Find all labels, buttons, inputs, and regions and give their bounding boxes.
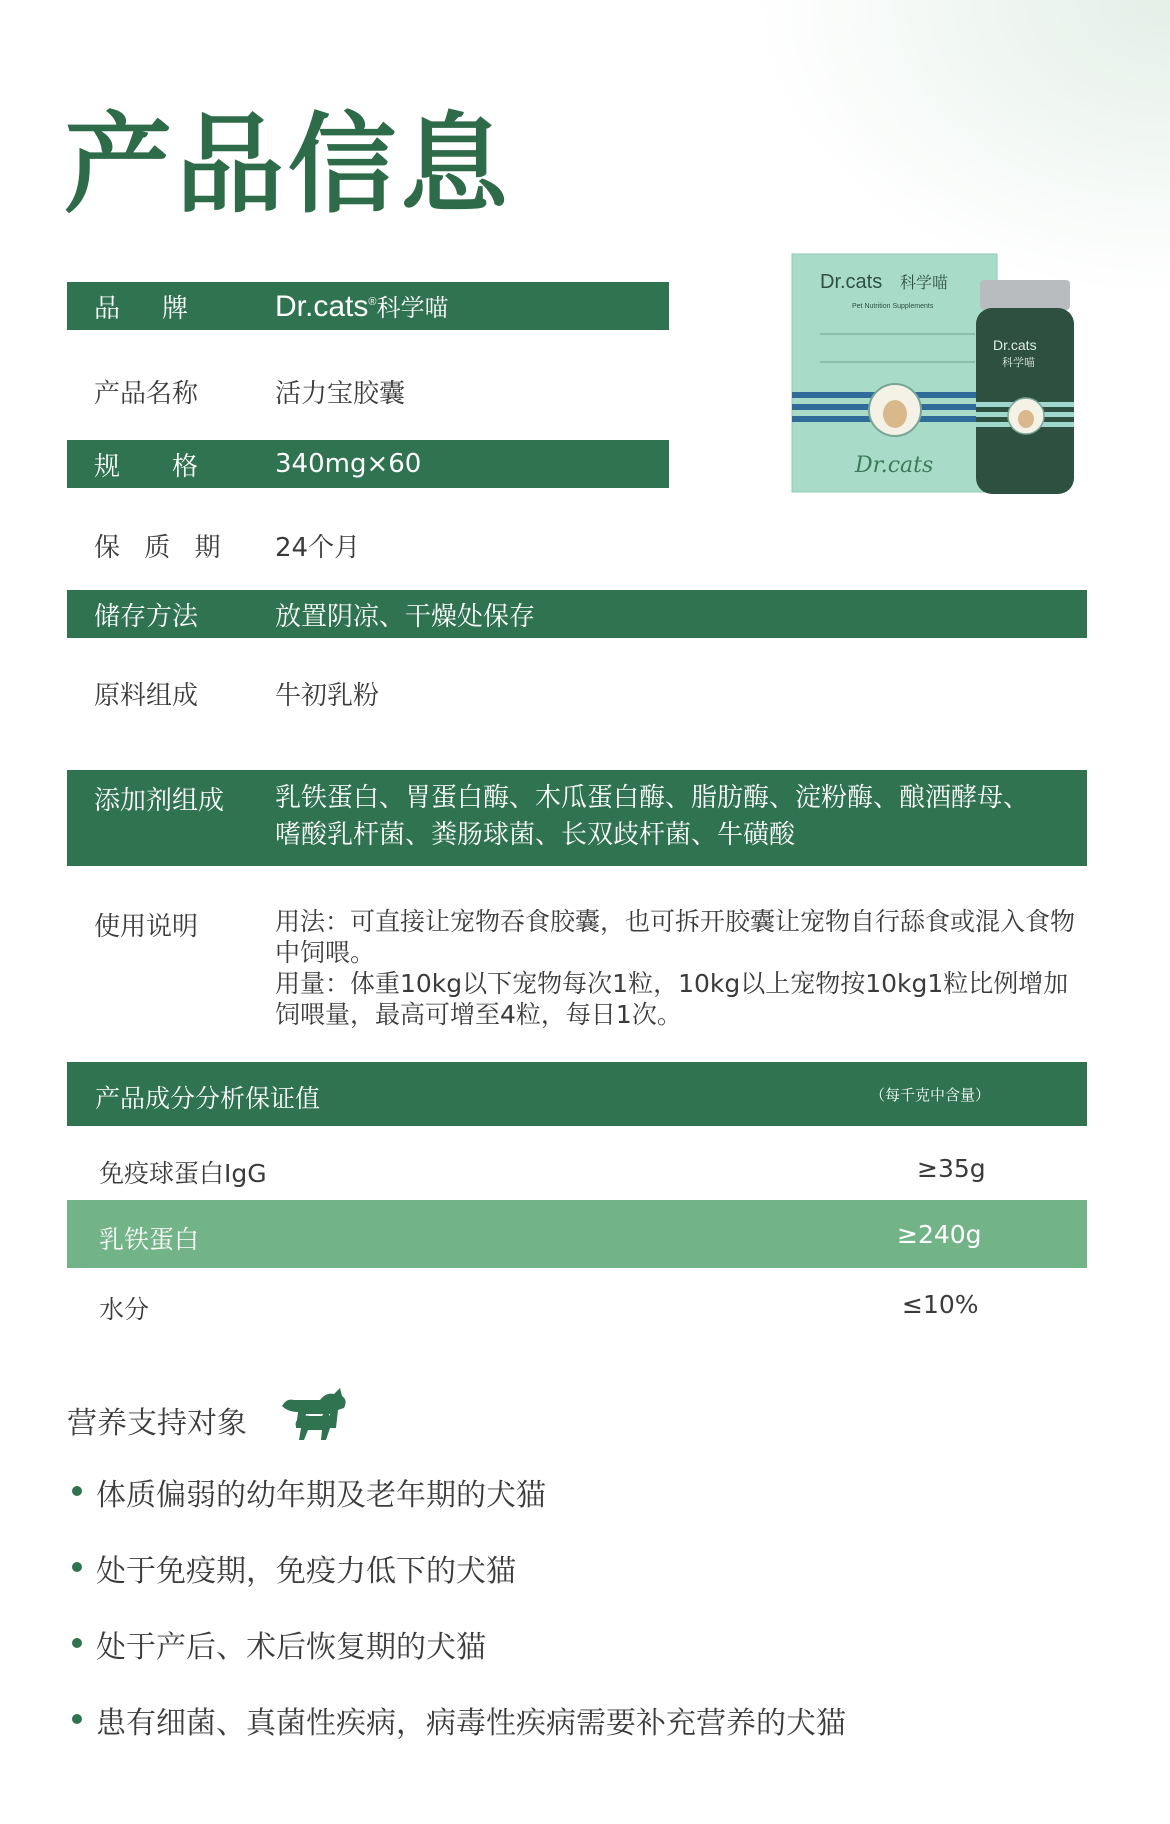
analysis-value: ≥35g: [917, 1154, 986, 1183]
analysis-unit: （每千克中含量）: [870, 1086, 991, 1104]
analysis-header: [67, 1062, 1087, 1126]
spec-value-shelf: 24个月: [275, 532, 361, 563]
analysis-row: [67, 1134, 1087, 1202]
pets-icon: [276, 1384, 350, 1446]
bullet-dot: [72, 1486, 82, 1496]
spec-label-spec: 规 格: [94, 451, 199, 482]
spec-label-additives: 添加剂组成: [94, 786, 225, 816]
list-item: 患有细菌、真菌性疾病，病毒性疾病需要补充营养的犬猫: [72, 1698, 846, 1774]
bullet-dot: [72, 1562, 82, 1572]
product-image: [790, 252, 1090, 496]
spec-row-brand: [67, 282, 669, 330]
support-list: [72, 1470, 846, 1774]
list-item: 处于产后、术后恢复期的犬猫: [72, 1622, 846, 1698]
analysis-name: 乳铁蛋白: [99, 1225, 200, 1254]
spec-label-raw: 原料组成: [94, 680, 199, 711]
page-title: 产品信息: [64, 102, 513, 228]
analysis-name: 水分: [99, 1295, 150, 1324]
spec-value-additives: 乳铁蛋白、胃蛋白酶、木瓜蛋白酶、脂肪酶、淀粉酶、酿酒酵母、嗜酸乳杆菌、粪肠球菌、长双歧杆菌、牛磺酸: [275, 783, 1030, 850]
bottle-brand-cn: 科学喵: [1002, 356, 1035, 369]
bullet-dot: [72, 1714, 82, 1724]
spec-value-storage: 放置阴凉、干燥处保存: [275, 601, 536, 632]
spec-value-raw: 牛初乳粉: [275, 680, 380, 711]
spec-label-name: 产品名称: [94, 378, 199, 409]
analysis-value: ≤10%: [902, 1290, 979, 1319]
spec-row-usage: [67, 906, 1087, 1036]
list-item: 体质偏弱的幼年期及老年期的犬猫: [72, 1470, 846, 1546]
brand-logo: Dr.cats®科学喵: [275, 290, 449, 323]
usage-dosage: 用量：体重10kg以下宠物每次1粒，10kg以上宠物按10kg1粒比例增加饲喂量，最高可增至4粒，每日1次。: [275, 969, 1069, 1029]
box-brand: Dr.cats: [820, 271, 883, 293]
spec-label-storage: 储存方法: [94, 601, 199, 632]
spec-row-additives: [67, 770, 1087, 866]
box-script: Dr.cats: [855, 453, 934, 478]
bullet-dot: [72, 1638, 82, 1648]
spec-row-name: [67, 366, 669, 416]
box-brand-cn: 科学喵: [900, 273, 949, 292]
usage-method: 用法：可直接让宠物吞食胶囊，也可拆开胶囊让宠物自行舔食或混入食物中饲喂。: [275, 907, 1076, 967]
analysis-value: ≥240g: [897, 1220, 982, 1249]
analysis-row-highlight: [67, 1200, 1087, 1268]
box-subtitle: Pet Nutrition Supplements: [852, 303, 934, 310]
list-item: 处于免疫期，免疫力低下的犬猫: [72, 1546, 846, 1622]
usage-text: [275, 906, 1087, 1030]
analysis-row: [67, 1270, 1087, 1338]
spec-row-spec: [67, 440, 669, 488]
spec-row-storage: [67, 590, 1087, 638]
support-title: 营养支持对象: [67, 1406, 247, 1441]
spec-row-shelf: [67, 520, 669, 570]
spec-value-spec: 340mg×60: [275, 449, 422, 479]
spec-label-usage: 使用说明: [94, 912, 199, 942]
spec-label-shelf: 保 质 期: [94, 532, 229, 563]
analysis-name: 免疫球蛋白IgG: [99, 1159, 267, 1188]
spec-label-brand: 品 牌: [94, 293, 197, 324]
spec-row-raw: [67, 668, 1087, 718]
bottle-brand: Dr.cats: [993, 337, 1037, 353]
spec-value-name: 活力宝胶囊: [275, 378, 406, 409]
analysis-title: 产品成分分析保证值: [95, 1084, 321, 1113]
